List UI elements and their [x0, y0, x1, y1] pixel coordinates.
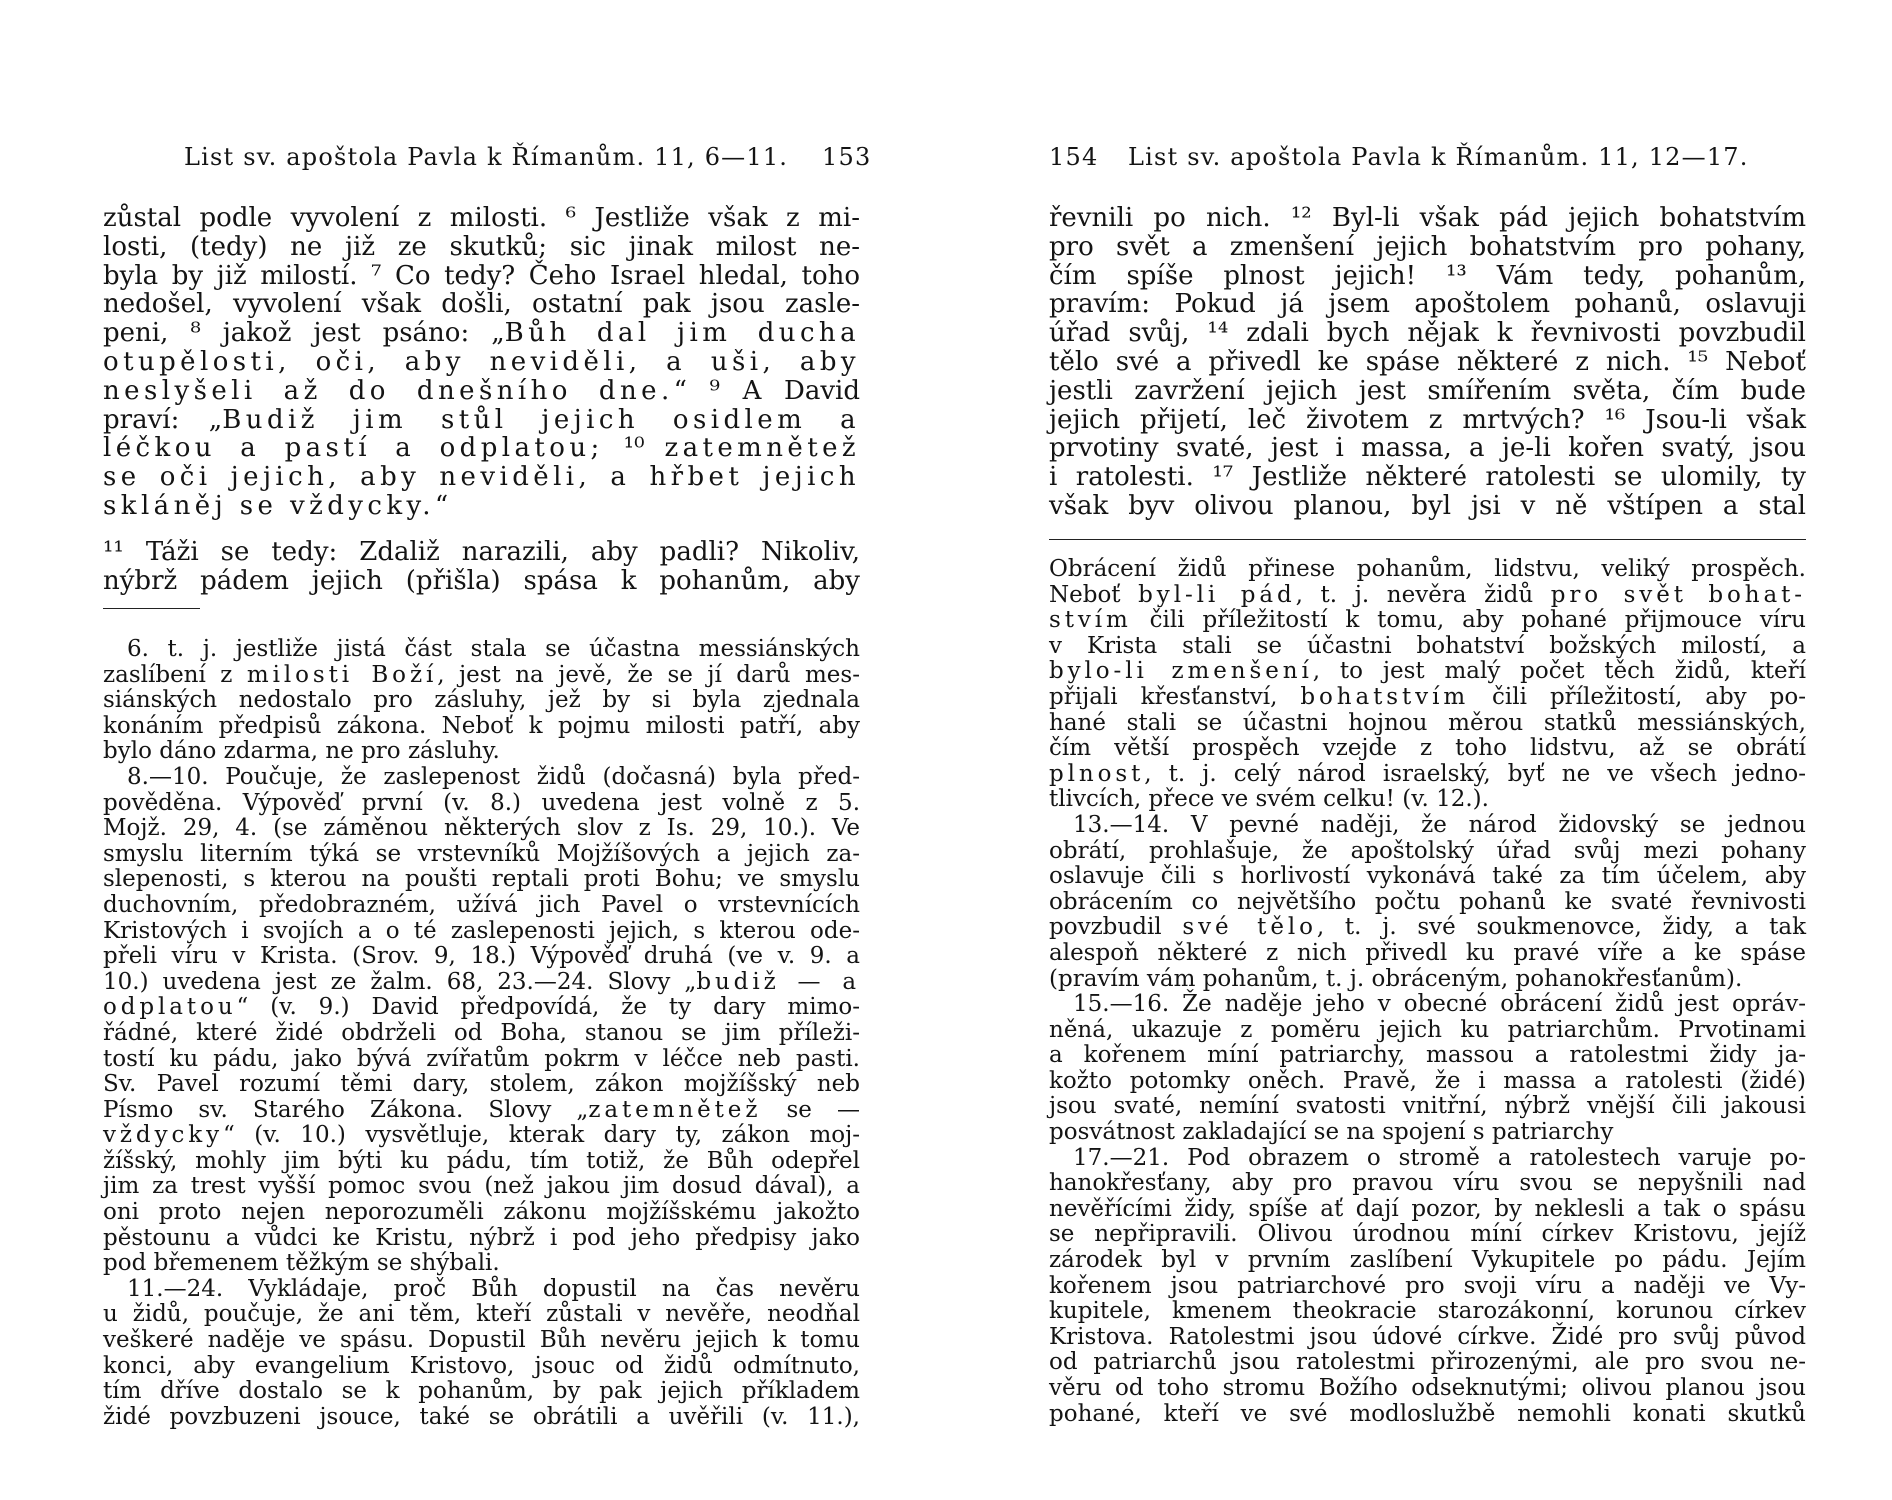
footnote-line: [103, 995, 860, 1021]
text-line: úřad svůj, ¹⁴ zdali bych nějak k řevnivosti povzbudil: [1049, 318, 1806, 349]
text-run: se —: [761, 1096, 860, 1123]
footnote-line: Sv. Pavel rozumí těmi dary, stolem, zákon mojžíšský neb: [103, 1071, 860, 1098]
spaced-emphasis-text: neslyšeli až do dnešního dne.: [103, 375, 674, 406]
text-run: , t. j. celý národ israelský, byť ne ve všech jedno-: [1144, 760, 1806, 787]
footnote-line: Kristových i svojích a o té zaslepenosti jejich, s kterou ode-: [103, 917, 860, 944]
footnote-line: přeli víru v Krista. (Srov. 9, 18.) Výpověď druhá (ve v. 9. a: [103, 943, 860, 970]
footnotes: [103, 637, 860, 1430]
footnote-line: [103, 1123, 860, 1149]
footnote-line: tím dříve dostalo se k pohanům, by pak jejich příkladem: [103, 1378, 860, 1405]
footnotes: [1049, 557, 1806, 1427]
footnote-line: tostí ku pádu, jako bývá zvířatům pokrm v léčce neb pasti.: [103, 1045, 860, 1072]
footnote-line: obrátí, prohlašuje, že apoštolský úřad svůj mezi pohany: [1049, 837, 1806, 864]
footnote-line: jim za trest vyšší pomoc svou (než jakou jim dosud dával), a: [103, 1173, 860, 1200]
footnote-line: pěstounu a vůdci ke Kristu, nýbrž i pod jeho předpisy jako: [103, 1224, 860, 1251]
text-run: čili příležitostí, aby po-: [1469, 683, 1806, 710]
footnote-separator-rule: [1049, 539, 1806, 540]
footnote-line: věru od toho stromu Božího odseknutými; olivou planou jsou: [1049, 1375, 1806, 1401]
text-run: “ (v. 9.) David předpovídá, že ty dary mimo-: [236, 994, 860, 1021]
text-line: nedošel, vyvolení však došli, ostatní pak jsou zasle-: [103, 289, 860, 320]
spaced-emphasis-text: bylo-li zmenšení: [1049, 658, 1313, 685]
footnote-line: [103, 663, 860, 689]
page-number: 154: [1049, 143, 1099, 171]
footnote-line: hanokřesťany, aby pro pravou víru svou se nepyšnili nad: [1049, 1170, 1806, 1197]
running-header-title: List sv. apoštola Pavla k Římanům. 11, 6—11.: [184, 143, 789, 171]
text-line: [103, 377, 860, 406]
footnote-line: 6. t. j. jestliže jistá část stala se účastna messiánských: [127, 636, 860, 662]
footnote-line: pověděna. Výpověď první (v. 8.) uvedena jest volně z 5.: [103, 789, 860, 816]
footnote-line: veškeré naděje ve spásu. Dopustil Bůh nevěru jejich k tomu: [103, 1327, 860, 1354]
footnote-line: 15.—16. Že naděje jeho v obecné obrácení židů jest opráv-: [1073, 991, 1806, 1018]
text-run: přijali křesťanství,: [1049, 683, 1301, 710]
spaced-emphasis-text: byl-li pád: [1138, 581, 1296, 608]
text-line: [103, 406, 860, 435]
spaced-emphasis-text: Budiž jim stůl jejich osidlem a: [222, 404, 860, 435]
text-line: [103, 463, 860, 492]
text-run: povzbudil: [1049, 914, 1183, 941]
text-run: , t. j. své soukmenovce, židy, a tak: [1316, 914, 1807, 941]
text-run: , to jest malý počet těch židů, kteří: [1312, 658, 1806, 685]
footnote-line: [103, 970, 860, 996]
footnote-line: a kořenem míní patriarchy, massou a ratolestmi židy ja-: [1049, 1042, 1806, 1069]
footnote-paragraph: [103, 1277, 860, 1431]
footnote-line: Mojž. 29, 4. (se záměnou některých slov z Is. 29, 10.). Ve: [103, 815, 860, 842]
footnote-line: pod břemenem těžkým se shýbali.: [103, 1250, 500, 1277]
text-run: “ ⁹ A David: [673, 375, 860, 406]
footnote-paragraph: [1049, 992, 1806, 1146]
footnote-line: smyslu literním týká se vrstevníků Mojžíšových a jejich za-: [103, 840, 860, 867]
footnote-line: [1049, 659, 1806, 685]
text-run: , jest na jevě, že se jí darů mes-: [437, 661, 860, 688]
footnote-line: konáním předpisů zákona. Neboť k pojmu milosti patří, aby: [103, 712, 860, 739]
spaced-emphasis-text: milosti Boží: [246, 661, 438, 688]
text-line: [103, 492, 860, 521]
text-line: jejich přijetí, leč životem z mrtvých? ¹⁶ Jsou-li však: [1049, 404, 1806, 435]
footnote-line: [1049, 762, 1806, 788]
text-run: praví: „: [103, 404, 223, 435]
text-line: však byv olivou planou, byl jsi v ně vštípen a stal: [1049, 490, 1806, 521]
text-run: Neboť: [1049, 581, 1139, 608]
spaced-emphasis-text: vždycky: [103, 1122, 224, 1149]
text-line: řevnili po nich. ¹² Byl-li však pád jejich bohatstvím: [1049, 203, 1806, 233]
text-run: “: [434, 490, 449, 521]
footnote-line: posvátnost zakladající se na spojení s patriarchy: [1049, 1119, 1614, 1146]
spaced-emphasis-text: skláněj se vždycky.: [103, 490, 435, 521]
footnote-line: obrácením co největšího počtu pohanů ke svaté řevnivosti: [1049, 888, 1806, 915]
footnote-line: 13.—14. V pevné naději, že národ židovský se jednou: [1073, 811, 1806, 838]
spaced-emphasis-text: pro svět bohat-: [1550, 581, 1806, 608]
footnote-paragraph: [1049, 557, 1806, 813]
text-line: nýbrž pádem jejich (přišla) spása k pohanům, aby: [103, 565, 860, 596]
footnote-line: v Krista stali se účastni bohatství božských milostí, a: [1049, 632, 1806, 659]
text-line: pro svět a zmenšení jejich bohatstvím pro pohany,: [1049, 231, 1806, 262]
text-line: pravím: Pokud já jsem apoštolem pohanů, oslavuji: [1049, 289, 1806, 320]
text-line: tělo své a přivedl ke spáse některé z nich. ¹⁵ Neboť: [1049, 346, 1806, 377]
text-line: ¹¹ Táži se tedy: Zdaliž narazili, aby padli? Nikoliv,: [103, 536, 860, 567]
spaced-emphasis-text: odplatou: [103, 994, 237, 1021]
footnote-line: čím větší prospěch vzejde z toho lidstvu, až se obrátí: [1049, 735, 1806, 762]
spaced-emphasis-text: zatemnětež: [664, 433, 861, 464]
text-line: [103, 319, 860, 348]
text-run: zaslíbení z: [103, 661, 247, 688]
footnote-line: u židů, poučuje, že ani těm, kteří zůstali v nevěře, neodňal: [103, 1301, 860, 1328]
spaced-emphasis-text: své tělo: [1182, 914, 1317, 941]
running-header-title: List sv. apoštola Pavla k Římanům. 11, 12—17.: [1128, 143, 1749, 171]
footnote-line: od patriarchů jsou ratolestmi přirozenými, ale pro svou ne-: [1049, 1349, 1806, 1376]
footnote-line: 8.—10. Poučuje, že zaslepenost židů (dočasná) byla před-: [127, 763, 860, 790]
spaced-emphasis-text: stvím: [1049, 607, 1132, 634]
main-text: [1049, 204, 1806, 521]
text-paragraph: [103, 538, 860, 596]
footnote-line: nevěřícími židy, spíše ať dají pozor, by neklesli a tak o spásu: [1049, 1195, 1806, 1222]
footnote-paragraph: [103, 637, 860, 765]
footnote-line: kořenem jsou patriarchové pro svoji víru a naději ve Vy-: [1049, 1272, 1806, 1299]
spaced-emphasis-text: budiž — a: [696, 968, 860, 995]
text-line: zůstal podle vyvolení z milosti. ⁶ Jestliže však z mi-: [103, 203, 860, 233]
footnote-line: hané stali se účastni hojnou měrou statků messiánských,: [1049, 709, 1806, 736]
text-line: byla by již milostí. ⁷ Co tedy? Čeho Israel hledal, toho: [103, 260, 860, 291]
footnote-line: kožto potomky oněch. Pravě, že i massa a ratolesti (židé): [1049, 1067, 1806, 1094]
footnote-line: duchovním, předobrazném, užívá jich Pavel o vrstevnících: [103, 891, 860, 918]
footnote-line: řádné, které židé obdrželi od Boha, stanou se jim příleži-: [103, 1019, 860, 1046]
text-line: losti, (tedy) ne již ze skutků; sic jinak milost ne-: [103, 231, 860, 262]
footnote-paragraph: [1049, 813, 1806, 992]
footnote-line: židé povzbuzeni jsouce, také se obrátili a uvěřili (v. 11.),: [103, 1403, 860, 1430]
spaced-emphasis-text: bohatstvím: [1300, 683, 1470, 710]
text-line: jestli zavržení jejich jest smířením světa, čím bude: [1049, 375, 1806, 406]
footnote-line: [1049, 685, 1806, 711]
footnote-line: 11.—24. Vykládaje, proč Bůh dopustil na čas nevěru: [127, 1275, 860, 1302]
footnote-line: konci, aby evangelium Kristovo, jsouc od židů odmítnuto,: [103, 1352, 860, 1379]
footnote-line: [1049, 583, 1806, 609]
text-line: [103, 348, 860, 377]
spaced-emphasis-text: léčkou a pastí a odplatou;: [103, 433, 604, 464]
footnote-line: žíšský, mohly jim býti ku pádu, tím totiž, že Bůh odepřel: [103, 1147, 860, 1174]
footnote-line: něná, ukazuje z poměru jejich ku patriarchům. Prvotinami: [1049, 1016, 1806, 1043]
spaced-emphasis-text: otupělosti, oči, aby neviděli, a uši, aby: [103, 346, 860, 377]
main-text: [103, 204, 860, 595]
footnote-line: kupitele, kmenem theokracie starozákonní, korunou církev: [1049, 1298, 1806, 1325]
right-page: [946, 0, 1892, 1500]
spaced-emphasis-text: zatemnětež: [588, 1096, 762, 1123]
text-run: ¹⁰: [603, 433, 665, 464]
spaced-emphasis-text: se oči jejich, aby neviděli, a hřbet jejich: [103, 462, 860, 493]
page-number: 153: [822, 143, 872, 171]
footnote-line: jsou svaté, nemíní svatosti vnitřní, nýbrž vnější čili jakousi: [1049, 1093, 1806, 1120]
footnote-line: se nepřipravili. Olivou úrodnou míní církev Kristovu, jejíž: [1049, 1221, 1806, 1248]
spaced-emphasis-text: Bůh dal jim ducha: [504, 318, 861, 349]
footnote-line: Obrácení židů přinese pohanům, lidstvu, veliký prospěch.: [1049, 556, 1806, 582]
spaced-emphasis-text: plnost: [1049, 760, 1145, 787]
text-line: čím spíše plnost jejich! ¹³ Vám tedy, pohanům,: [1049, 260, 1806, 291]
text-paragraph: [1049, 204, 1806, 521]
footnote-line: [103, 1098, 860, 1124]
text-run: , t. j. nevěra židů: [1295, 581, 1551, 608]
footnote-line: [1049, 915, 1806, 941]
text-run: “ (v. 10.) vysvětluje, kterak dary ty, zákon moj-: [223, 1122, 860, 1149]
text-run: čili příležitostí k tomu, aby pohané přijmouce víru: [1131, 607, 1806, 634]
text-run: 10.) uvedena jest ze žalm. 68, 23.—24. Slovy „: [103, 968, 697, 995]
footnote-line: 17.—21. Pod obrazem o stromě a ratolestech varuje po-: [1073, 1144, 1806, 1171]
footnote-line: oni proto nejen neporozuměli zákonu mojžíšskému jakožto: [103, 1199, 860, 1226]
footnote-line: slepenosti, s kterou na poušti reptali proti Bohu; ve smyslu: [103, 866, 860, 893]
footnote-line: [1049, 608, 1806, 634]
text-line: prvotiny svaté, jest i massa, a je-li kořen svatý, jsou: [1049, 433, 1806, 464]
footnote-line: bylo dáno zdarma, ne pro zásluhy.: [103, 738, 500, 765]
footnote-line: (pravím vám pohanům, t. j. obráceným, pohanokřesťanům).: [1049, 965, 1743, 992]
footnote-line: siánských nedostalo pro zásluhy, jež by si byla zjednala: [103, 687, 860, 714]
text-paragraph: [103, 204, 860, 521]
footnote-paragraph: [103, 765, 860, 1277]
text-run: peni, ⁸ jakož jest psáno: „: [103, 318, 505, 349]
footnote-paragraph: [1049, 1146, 1806, 1428]
footnote-line: pohané, kteří ve své modloslužbě nemohli konati skutků: [1049, 1400, 1806, 1427]
footnote-line: tlivcích, přece ve svém celku! (v. 12.).: [1049, 786, 1489, 813]
footnote-separator-rule: [103, 608, 200, 609]
text-line: i ratolesti. ¹⁷ Jestliže některé ratolesti se ulomily, ty: [1049, 462, 1806, 493]
footnote-line: Kristova. Ratolestmi jsou údové církve. Židé pro svůj původ: [1049, 1323, 1806, 1350]
text-run: Písmo sv. Starého Zákona. Slovy „: [103, 1096, 589, 1123]
footnote-line: alespoň některé z nich přivedl ku pravé víře a ke spáse: [1049, 939, 1806, 966]
footnote-line: zárodek byl v prvním zaslíbení Vykupitele po pádu. Jejím: [1049, 1247, 1806, 1274]
footnote-line: oslavuje čili s horlivostí vykonává také za tím účelem, aby: [1049, 863, 1806, 890]
text-line: [103, 434, 860, 463]
